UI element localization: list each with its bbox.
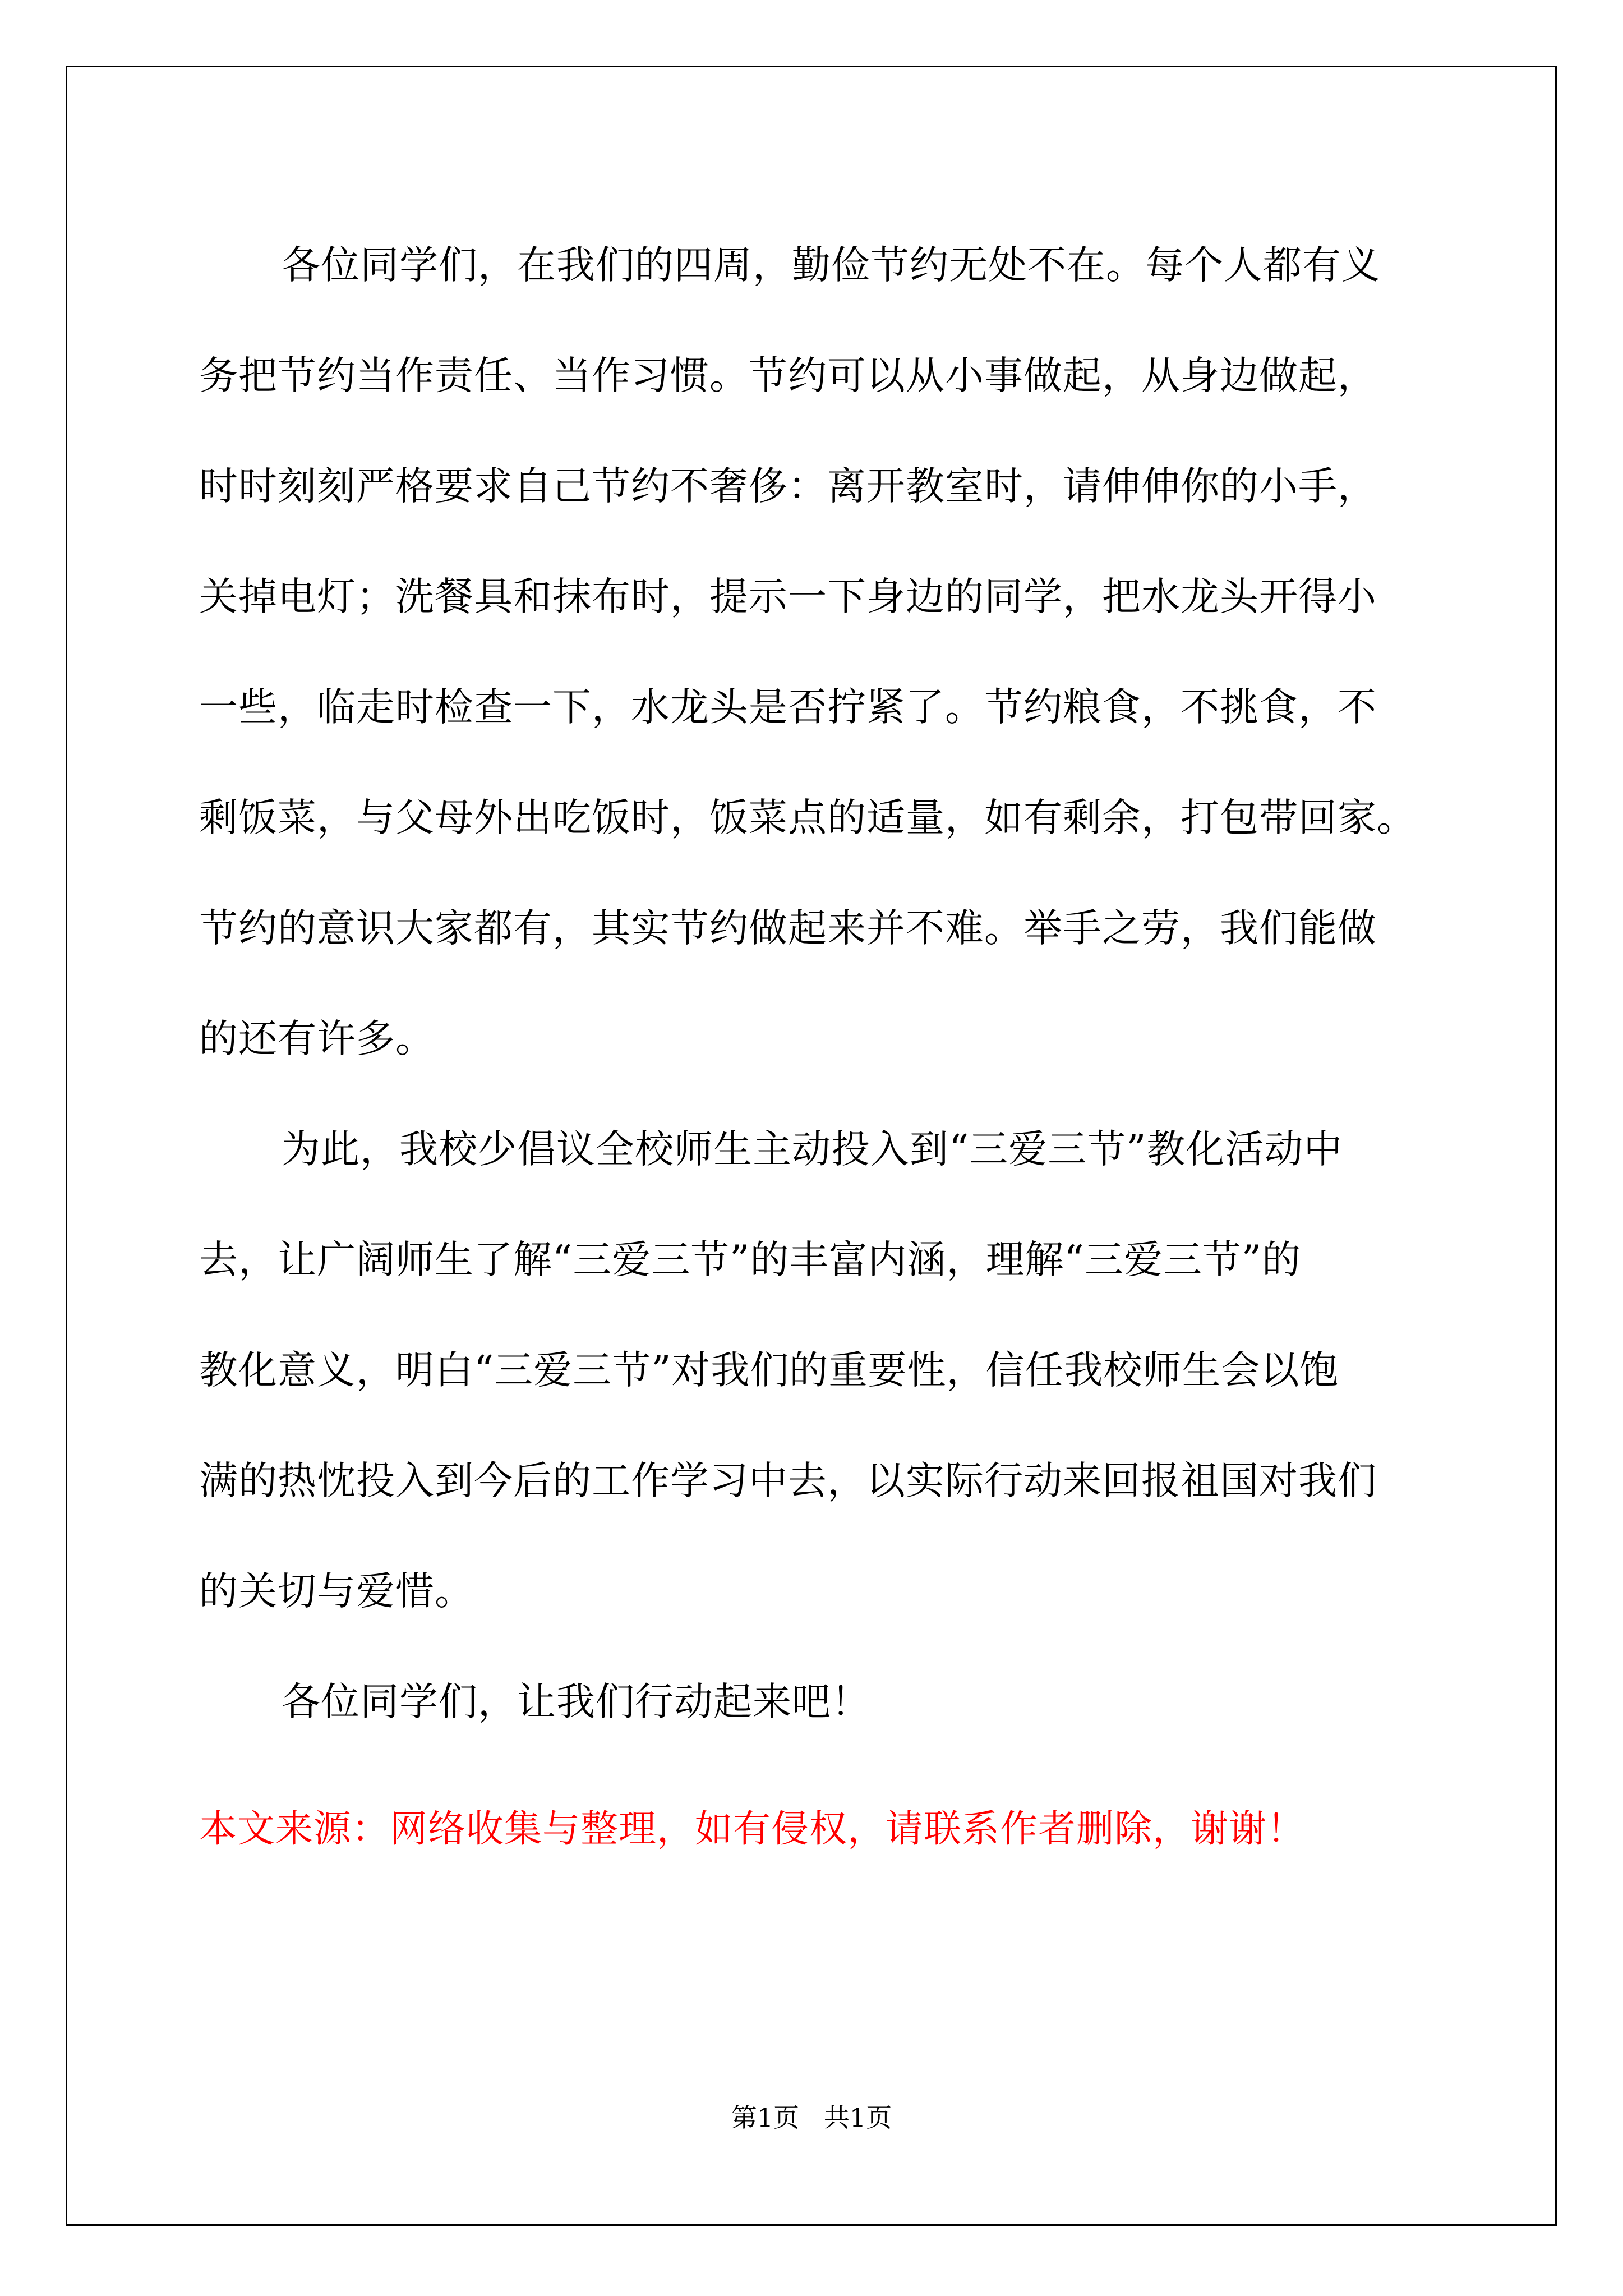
paragraph-2-line-3: 教化意义，明白“三爱三节”对我们的重要性，信任我校师生会以饱 <box>199 1348 1339 1393</box>
paragraph-1-line-3: 时时刻刻严格要求自己节约不奢侈：离开教室时，请伸伸你的小手， <box>199 464 1377 509</box>
document-body <box>199 210 1433 1757</box>
paragraph-2-line-4: 满的热忱投入到今后的工作学习中去，以实际行动来回报祖国对我们 <box>199 1458 1377 1503</box>
paragraph-1-line-4: 关掉电灯；洗餐具和抹布时，提示一下身边的同学，把水龙头开得小 <box>199 574 1377 619</box>
paragraph-1-line-7: 节约的意识大家都有，其实节约做起来并不难。举手之劳，我们能做 <box>199 906 1377 951</box>
paragraph-2-line-2: 去，让广阔师生了解“三爱三节”的丰富内涵，理解“三爱三节”的 <box>199 1237 1302 1282</box>
paragraph-2-line-5: 的关切与爱惜。 <box>199 1569 474 1614</box>
paragraph-3-line-1: 各位同学们，让我们行动起来吧！ <box>282 1680 870 1724</box>
paragraph-1-line-5: 一些，临走时检查一下，水龙头是否拧紧了。节约粮食，不挑食，不 <box>199 685 1377 730</box>
paragraph-1-line-1: 各位同学们，在我们的四周，勤俭节约无处不在。每个人都有义 <box>282 243 1381 288</box>
paragraph-2-line-1: 为此，我校少倡议全校师生主动投入到“三爱三节”教化活动中 <box>282 1127 1343 1172</box>
paragraph-1-line-8: 的还有许多。 <box>199 1016 435 1061</box>
page-footer: 第1页 共1页 <box>731 2102 892 2133</box>
source-note: 本文来源：网络收集与整理，如有侵权，请联系作者删除，谢谢！ <box>199 1807 1305 1851</box>
paragraph-1-line-2: 务把节约当作责任、当作习惯。节约可以从小事做起，从身边做起， <box>199 353 1377 398</box>
paragraph-1-line-6: 剩饭菜，与父母外出吃饭时，饭菜点的适量，如有剩余，打包带回家。 <box>199 795 1416 840</box>
